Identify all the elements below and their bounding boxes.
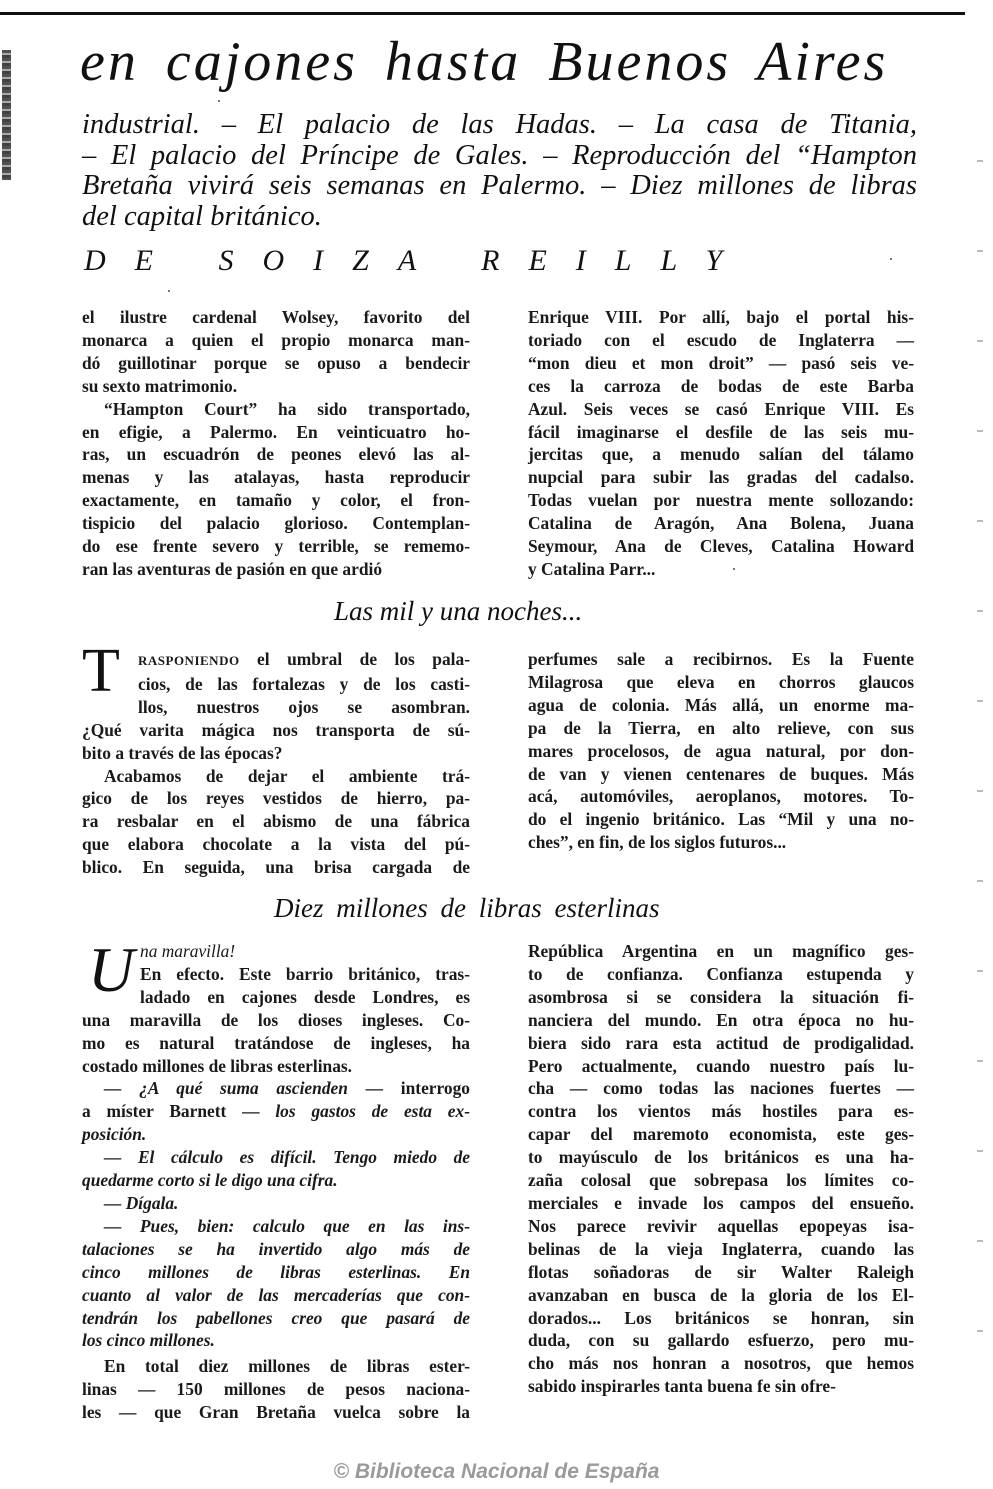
text-line: monarca a quien el propio monarca man-	[82, 329, 470, 350]
text-line: de van y vienen centenares de buques. Más	[528, 763, 914, 784]
section3-left-column	[82, 934, 470, 1424]
author-byline: DE SOIZA REILLY	[84, 244, 752, 277]
text-line: linas — 150 millones de pesos naciona-	[82, 1379, 470, 1400]
dialogue-line: quedarme corto si le digo una cifra.	[82, 1170, 338, 1191]
section-heading-diez-millones: Diez millones de libras esterlinas	[274, 893, 660, 923]
text-line: el ilustre cardenal Wolsey, favorito del	[82, 307, 470, 327]
text-line: blico. En seguida, una brisa cargada de	[82, 857, 470, 878]
subtitle-line: – El palacio del Príncipe de Gales. – Reproducción del “Hampton	[82, 139, 917, 171]
text-line: ra resbalar en el abismo de una fábrica	[82, 811, 470, 832]
section3-right-column	[528, 940, 914, 1398]
subtitle-line: industrial. – El palacio de las Hadas. – La casa de Titania,	[82, 109, 917, 140]
text-line: belinas de la vieja Inglaterra, cuando las	[528, 1238, 914, 1259]
text-line: perfumes sale a recibirnos. Es la Fuente	[528, 649, 914, 669]
text-line: les — que Gran Bretaña vuelca sobre la	[82, 1402, 470, 1423]
text-line: que elabora chocolate a la vista del pú-	[82, 834, 470, 855]
text-line: Azul. Seis veces se casó Enrique VIII. Es	[528, 398, 914, 419]
dialogue-line: — ¿A qué suma ascienden — interrogo	[104, 1078, 470, 1099]
text-line: Nos parece revivir aquellas epopeyas isa-	[528, 1215, 914, 1236]
text-line: costado millones de libras esterlinas.	[82, 1055, 353, 1076]
text-line: mares procelosos, de agua natural, por don-	[528, 740, 914, 761]
text-line: Seymour, Ana de Cleves, Catalina Howard	[528, 536, 914, 557]
lead-word: RASPONIENDO	[138, 653, 240, 668]
text-line: fácil imaginarse el desfile de las seis mu-	[528, 421, 914, 442]
text-line: Enrique VIII. Por allí, bajo el portal his-	[528, 307, 914, 327]
text-line: nanciera del mundo. En otra época no hu-	[528, 1009, 914, 1030]
subtitle-line: del capital británico.	[82, 200, 322, 232]
text-line: ladado en cajones desde Londres, es	[140, 986, 470, 1007]
section2-left-column	[82, 648, 470, 879]
dialogue-line: — Dígala.	[104, 1192, 179, 1213]
text-line: ces la carroza de bodas de este Barba	[528, 375, 914, 396]
dialogue-line: cinco millones de libras esterlinas. En	[82, 1261, 470, 1282]
text-line: agua de colonia. Más allá, un enorme ma-	[528, 694, 914, 715]
text-line: na maravilla!	[140, 941, 236, 961]
text-line: mo es natural tratándose de ingleses, ha	[82, 1032, 470, 1053]
article-title: en cajones hasta Buenos Aires	[80, 31, 889, 93]
text-line: una maravilla de los dioses ingleses. Co-	[82, 1009, 470, 1030]
text-line: capar del maremoto economista, este ges-	[528, 1124, 914, 1145]
text-line: do ese frente severo y terrible, se rememo-	[82, 536, 470, 557]
text-line: llos, nuestros ojos se asombran.	[138, 696, 470, 717]
section1-left-column	[82, 306, 470, 581]
text-line: menas y las atalayas, hasta reproducir	[82, 467, 470, 488]
text-line: Catalina de Aragón, Ana Bolena, Juana	[528, 513, 914, 534]
text-line: ran las aventuras de pasión en que ardió	[82, 558, 383, 579]
text-line: merciales e invade los campos del ensueño.	[528, 1192, 914, 1213]
scan-speck	[218, 100, 220, 102]
text-line: pa de la Tierra, en alto relieve, con sus	[528, 717, 914, 738]
dialogue-line: — El cálculo es difícil. Tengo miedo de	[104, 1147, 470, 1168]
text-line: dorados... Los británicos se honran, sin	[528, 1307, 914, 1328]
section2-right-column	[528, 648, 914, 854]
text-line: bito a través de las épocas?	[82, 742, 283, 763]
text-line: Milagrosa que eleva en chorros glaucos	[528, 671, 914, 692]
section1-right-column	[528, 306, 914, 581]
text-line: toriado con el escudo de Inglaterra —	[528, 329, 914, 350]
dialogue-line: — Pues, bien: calculo que en las ins-	[104, 1215, 470, 1236]
text-line: su sexto matrimonio.	[82, 375, 238, 396]
text-line: En total diez millones de libras ester-	[104, 1356, 470, 1377]
section-heading-mil-y-una-noches: Las mil y una noches...	[334, 596, 583, 626]
text-line: asombrosa si se considera la situación fi-	[528, 986, 914, 1007]
text-line: ras, un escuadrón de peones elevó las al-	[82, 444, 470, 465]
text-line: exactamente, en tamaño y color, el fron-	[82, 490, 470, 511]
text-line: RASPONIENDO el umbral de los pala-	[138, 649, 470, 669]
text-line: flotas soñadoras de sir Walter Raleigh	[528, 1261, 914, 1282]
top-rule	[0, 12, 965, 15]
text-line: ¿Qué varita mágica nos transporta de sú-	[82, 719, 470, 740]
drop-cap: U	[88, 934, 135, 1005]
scan-edge-dots	[977, 120, 983, 1420]
text-line: En efecto. Este barrio británico, tras-	[140, 963, 470, 984]
text-line: to de confianza. Confianza estupenda y	[528, 963, 914, 984]
text-line: duda, con su gallardo esfuerzo, pero mu-	[528, 1330, 914, 1351]
text-line: cho más nos honran a nosotros, que hemos	[528, 1353, 914, 1374]
text-line: biera sido rara esta actitud de prodigalidad.	[528, 1032, 914, 1053]
text-line: ches”, en fin, de los siglos futuros...	[528, 832, 787, 853]
text-line: jercitas que, a menudo salían del tálamo	[528, 444, 914, 465]
text-line: tispicio del palacio glorioso. Contemplan-	[82, 513, 470, 534]
text-line: sabido inspirarles tanta buena fe sin ofre-	[528, 1376, 836, 1397]
text-line: nupcial para subir las gradas del cadalso.	[528, 467, 914, 488]
dialogue-line: posición.	[82, 1124, 147, 1145]
text-line: Todas vuelan por nuestra mente sollozando:	[528, 490, 914, 511]
text-line: dó guillotinar porque se opuso a bendecir	[82, 352, 470, 373]
text-line: “mon dieu et mon droit” — pasó seis ve-	[528, 352, 914, 373]
text-line: “Hampton Court” ha sido transportado,	[104, 398, 470, 419]
text-line: acá, automóviles, aeroplanos, motores. To-	[528, 786, 914, 807]
article-subtitle	[82, 110, 917, 232]
text-line: cha — como todas las naciones fuertes —	[528, 1078, 914, 1099]
dialogue-line: a míster Barnett — los gastos de esta ex-	[82, 1101, 470, 1122]
dialogue-line: los cinco millones.	[82, 1330, 215, 1351]
text-line: cios, de las fortalezas y de los casti-	[138, 673, 470, 694]
text-line: contra los vientos más hostiles para es-	[528, 1101, 914, 1122]
text-line: Acabamos de dejar el ambiente trá-	[104, 765, 470, 786]
text-line: y Catalina Parr...	[528, 558, 656, 579]
text-line: to mayúsculo de los británicos es una ha-	[528, 1147, 914, 1168]
text-line: Pero actualmente, cuando nuestro país lu-	[528, 1055, 914, 1076]
text-line: en efigie, a Palermo. En veinticuatro ho-	[82, 421, 470, 442]
scan-speck	[733, 568, 735, 570]
dialogue-line: tendrán los pabellones creo que pasará de	[82, 1307, 470, 1328]
dialogue-line: talaciones se ha invertido algo más de	[82, 1238, 470, 1259]
scan-speck	[890, 258, 892, 260]
text-line: gico de los reyes vestidos de hierro, pa-	[82, 788, 470, 809]
scan-edge-artifact	[2, 50, 11, 180]
dialogue-line: cuanto al valor de las mercaderías que con-	[82, 1284, 470, 1305]
text-line: zaña colosal que sobrepasa los límites co-	[528, 1170, 914, 1191]
drop-cap: T	[82, 637, 120, 705]
library-watermark: © Biblioteca Nacional de España	[333, 1460, 660, 1483]
scan-speck	[168, 290, 170, 292]
text-line: República Argentina en un magnífico ges-	[528, 941, 914, 961]
text-line: do el ingenio británico. Las “Mil y una no-	[528, 809, 914, 830]
subtitle-line: Bretaña vivirá seis semanas en Palermo. – Diez millones de libras	[82, 170, 917, 201]
text-line: avanzaban en busca de la gloria de los El-	[528, 1284, 914, 1305]
